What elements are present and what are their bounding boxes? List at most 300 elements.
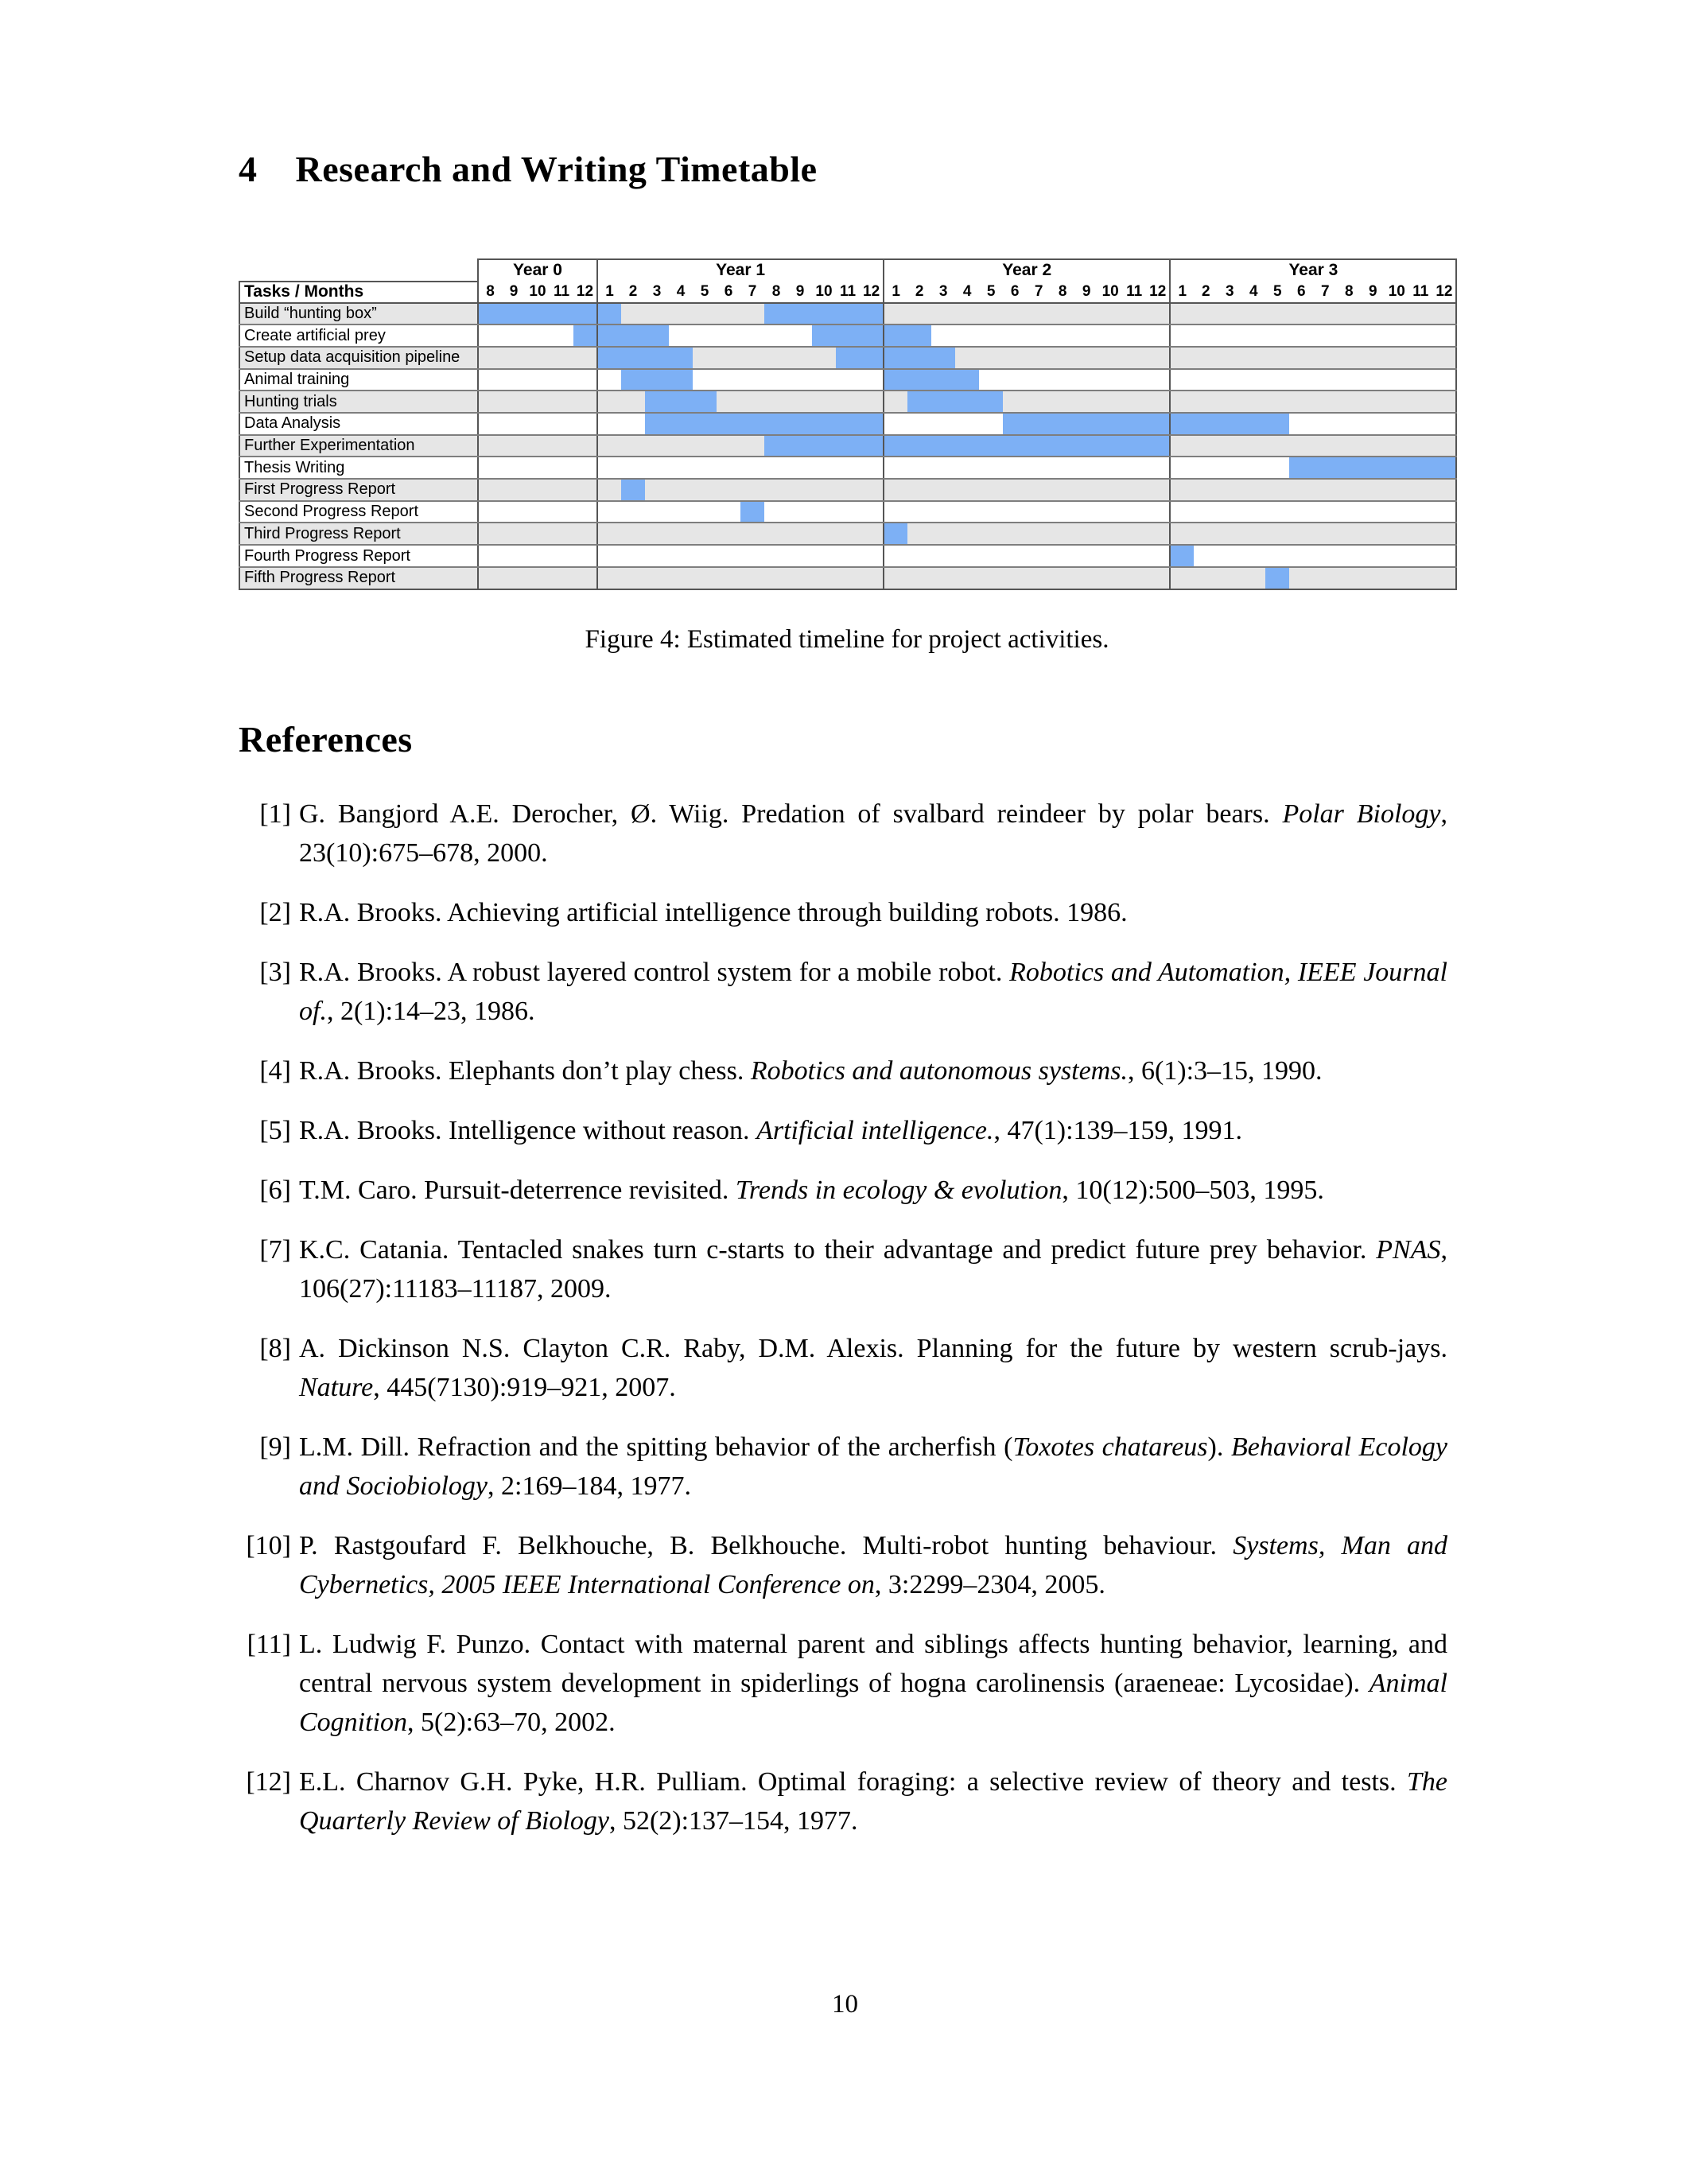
gantt-cell (621, 523, 645, 545)
gantt-cell (526, 479, 550, 501)
reference-label: [10] (246, 1531, 291, 1561)
month-header: 11 (1122, 282, 1146, 303)
reference-label: [12] (246, 1767, 291, 1797)
gantt-bar-cell (979, 435, 1003, 457)
gantt-cell (1265, 479, 1289, 501)
gantt-bar-cell (1337, 457, 1361, 479)
gantt-cell (1122, 347, 1146, 369)
gantt-cell (1218, 567, 1241, 589)
month-header: 1 (1170, 282, 1194, 303)
gantt-cell (669, 435, 693, 457)
gantt-cell (693, 523, 717, 545)
gantt-cell (1194, 523, 1218, 545)
gantt-cell (1194, 303, 1218, 325)
gantt-row (239, 413, 1456, 435)
gantt-cell (1122, 303, 1146, 325)
month-header: 9 (502, 282, 526, 303)
month-header: 4 (955, 282, 979, 303)
gantt-cell (1289, 303, 1313, 325)
gantt-cell (1098, 391, 1122, 413)
gantt-cell (502, 567, 526, 589)
gantt-cell (1146, 567, 1170, 589)
reference-text: K.C. Catania. Tentacled snakes turn c-starts to their advantage and predict future prey behavior. PNAS, 106(27):11183–11187, 2009. (299, 1235, 1447, 1304)
gantt-bar-cell (645, 347, 669, 369)
month-header: 11 (550, 282, 573, 303)
gantt-bar-cell (836, 435, 860, 457)
gantt-cell (1241, 501, 1265, 523)
gantt-cell (740, 347, 764, 369)
year-header: Year 1 (597, 259, 884, 282)
month-header: 1 (884, 282, 907, 303)
gantt-cell (1003, 523, 1027, 545)
gantt-cell (1361, 523, 1385, 545)
gantt-cell (478, 567, 502, 589)
gantt-bar-cell (1385, 457, 1408, 479)
gantt-cell (573, 391, 597, 413)
reference-label: [7] (259, 1235, 291, 1265)
gantt-cell (573, 545, 597, 567)
gantt-row (239, 567, 1456, 589)
gantt-cell (1313, 413, 1337, 435)
gantt-bar-cell (1313, 457, 1337, 479)
gantt-cell (717, 303, 740, 325)
gantt-cell (1027, 391, 1051, 413)
gantt-cell (478, 457, 502, 479)
month-header: 2 (621, 282, 645, 303)
gantt-cell (526, 567, 550, 589)
gantt-cell (1265, 324, 1289, 347)
gantt-row (239, 457, 1456, 479)
gantt-cell (550, 479, 573, 501)
gantt-bar-cell (1003, 413, 1027, 435)
gantt-cell (979, 501, 1003, 523)
gantt-cell (717, 545, 740, 567)
gantt-cell (931, 413, 955, 435)
gantt-bar-cell (884, 435, 907, 457)
gantt-cell (1361, 545, 1385, 567)
gantt-bar-cell (645, 391, 669, 413)
gantt-cell (955, 523, 979, 545)
gantt-cell (693, 457, 717, 479)
gantt-bar-cell (1265, 567, 1289, 589)
gantt-cell (573, 347, 597, 369)
gantt-cell (1003, 347, 1027, 369)
tasks-months-header: Tasks / Months (239, 282, 478, 303)
gantt-cell (1241, 523, 1265, 545)
gantt-cell (979, 545, 1003, 567)
gantt-cell (1170, 303, 1194, 325)
gantt-cell (1146, 324, 1170, 347)
gantt-cell (621, 303, 645, 325)
gantt-cell (645, 501, 669, 523)
gantt-cell (979, 303, 1003, 325)
gantt-cell (1098, 501, 1122, 523)
gantt-cell (1265, 545, 1289, 567)
gantt-cell (1146, 523, 1170, 545)
gantt-cell (1241, 545, 1265, 567)
gantt-bar-cell (812, 324, 836, 347)
task-label: Create artificial prey (239, 324, 478, 347)
gantt-bar-cell (812, 303, 836, 325)
gantt-cell (550, 369, 573, 391)
gantt-cell (788, 347, 812, 369)
gantt-cell (1074, 567, 1098, 589)
gantt-cell (1408, 501, 1432, 523)
reference-item (239, 1171, 1455, 1210)
reference-label: [2] (259, 898, 291, 928)
gantt-bar-cell (1170, 545, 1194, 567)
gantt-cell (1122, 479, 1146, 501)
gantt-cell (717, 369, 740, 391)
gantt-cell (1361, 435, 1385, 457)
gantt-cell (1218, 369, 1241, 391)
gantt-cell (717, 523, 740, 545)
gantt-cell (955, 413, 979, 435)
gantt-cell (1170, 435, 1194, 457)
gantt-cell (717, 391, 740, 413)
gantt-cell (669, 523, 693, 545)
gantt-cell (1051, 501, 1074, 523)
page-number: 10 (832, 1990, 858, 2019)
gantt-cell (979, 347, 1003, 369)
gantt-bar-cell (502, 303, 526, 325)
gantt-cell (1218, 523, 1241, 545)
references-heading: References (239, 718, 413, 760)
gantt-cell (1241, 391, 1265, 413)
gantt-cell (764, 545, 788, 567)
gantt-cell (931, 457, 955, 479)
gantt-bar-cell (788, 303, 812, 325)
gantt-cell (1051, 391, 1074, 413)
gantt-cell (550, 501, 573, 523)
gantt-cell (1122, 501, 1146, 523)
gantt-cell (764, 567, 788, 589)
gantt-cell (573, 501, 597, 523)
gantt-cell (979, 567, 1003, 589)
gantt-cell (526, 545, 550, 567)
gantt-cell (1122, 391, 1146, 413)
gantt-cell (526, 413, 550, 435)
gantt-cell (955, 567, 979, 589)
gantt-cell (1051, 479, 1074, 501)
gantt-cell (1385, 324, 1408, 347)
gantt-cell (502, 435, 526, 457)
gantt-cell (1313, 501, 1337, 523)
gantt-cell (740, 369, 764, 391)
gantt-cell (1361, 479, 1385, 501)
gantt-cell (645, 435, 669, 457)
gantt-bar-cell (1194, 413, 1218, 435)
month-header: 6 (1003, 282, 1027, 303)
reference-text: R.A. Brooks. A robust layered control system for a mobile robot. Robotics and Automation, IEEE Journal of., 2(1):14–23, 1986. (299, 958, 1447, 1027)
reference-label: [6] (259, 1176, 291, 1206)
gantt-cell (860, 391, 884, 413)
gantt-cell (1337, 523, 1361, 545)
gantt-cell (836, 523, 860, 545)
reference-text: A. Dickinson N.S. Clayton C.R. Raby, D.M. Alexis. Planning for the future by western scrub-jays. Nature, 445(7130):919–921, 2007. (299, 1334, 1447, 1403)
task-label: Build “hunting box” (239, 303, 478, 325)
gantt-cell (1265, 369, 1289, 391)
gantt-bar-cell (884, 523, 907, 545)
gantt-cell (1098, 545, 1122, 567)
gantt-cell (550, 567, 573, 589)
gantt-cell (1051, 545, 1074, 567)
gantt-bar-cell (907, 369, 931, 391)
gantt-bar-cell (764, 413, 788, 435)
gantt-bar-cell (836, 324, 860, 347)
month-header: 8 (478, 282, 502, 303)
task-label: Fourth Progress Report (239, 545, 478, 567)
gantt-bar-cell (860, 303, 884, 325)
month-header: 12 (573, 282, 597, 303)
task-label: Further Experimentation (239, 435, 478, 457)
gantt-bar-cell (1146, 435, 1170, 457)
gantt-bar-cell (764, 303, 788, 325)
gantt-cell (788, 523, 812, 545)
gantt-cell (1313, 479, 1337, 501)
gantt-cell (884, 413, 907, 435)
gantt-bar-cell (884, 324, 907, 347)
month-header: 10 (812, 282, 836, 303)
year-header: Year 2 (884, 259, 1170, 282)
gantt-cell (717, 501, 740, 523)
gantt-cell (526, 523, 550, 545)
references-list (239, 795, 1455, 1840)
reference-text: T.M. Caro. Pursuit-deterrence revisited. Trends in ecology & evolution, 10(12):500–503, 1995. (299, 1176, 1324, 1206)
gantt-cell (931, 523, 955, 545)
gantt-cell (621, 435, 645, 457)
gantt-table (239, 258, 1457, 590)
gantt-cell (478, 435, 502, 457)
task-label: Setup data acquisition pipeline (239, 347, 478, 369)
gantt-cell (550, 457, 573, 479)
gantt-cell (1051, 303, 1074, 325)
gantt-cell (1385, 479, 1408, 501)
reference-item (239, 893, 1455, 932)
gantt-cell (1289, 347, 1313, 369)
gantt-cell (1051, 324, 1074, 347)
gantt-cell (597, 369, 621, 391)
gantt-cell (1146, 501, 1170, 523)
gantt-cell (1385, 545, 1408, 567)
gantt-cell (1074, 391, 1098, 413)
reference-label: [1] (259, 799, 291, 830)
gantt-bar-cell (597, 347, 621, 369)
gantt-cell (1289, 324, 1313, 347)
gantt-cell (1313, 369, 1337, 391)
gantt-cell (884, 391, 907, 413)
gantt-cell (1265, 435, 1289, 457)
month-header: 12 (860, 282, 884, 303)
gantt-bar-cell (597, 303, 621, 325)
gantt-cell (1170, 501, 1194, 523)
gantt-bar-cell (836, 347, 860, 369)
reference-label: [9] (259, 1432, 291, 1463)
gantt-cell (597, 435, 621, 457)
gantt-bar-cell (1241, 413, 1265, 435)
month-header: 1 (597, 282, 621, 303)
gantt-cell (836, 501, 860, 523)
gantt-cell (955, 479, 979, 501)
gantt-cell (502, 347, 526, 369)
gantt-bar-cell (788, 413, 812, 435)
gantt-cell (1337, 347, 1361, 369)
gantt-bar-cell (1051, 413, 1074, 435)
reference-text: L. Ludwig F. Punzo. Contact with maternal parent and siblings affects hunting behavior, learning, and central nervous system development in spiderlings of hogna carolinensis (araeneae: Lycosidae). Animal Cognition, 5(2):63–70, 2002. (299, 1630, 1447, 1738)
gantt-cell (1218, 435, 1241, 457)
gantt-bar-cell (979, 391, 1003, 413)
gantt-cell (1385, 501, 1408, 523)
month-header: 7 (1027, 282, 1051, 303)
gantt-cell (740, 479, 764, 501)
gantt-cell (1074, 347, 1098, 369)
month-header: 2 (907, 282, 931, 303)
gantt-row (239, 435, 1456, 457)
gantt-cell (621, 413, 645, 435)
gantt-cell (597, 501, 621, 523)
gantt-bar-cell (1122, 413, 1146, 435)
gantt-cell (526, 391, 550, 413)
gantt-bar-cell (931, 435, 955, 457)
gantt-cell (740, 545, 764, 567)
year-header: Year 3 (1170, 259, 1456, 282)
gantt-cell (1432, 567, 1456, 589)
gantt-cell (1289, 479, 1313, 501)
gantt-cell (526, 324, 550, 347)
gantt-cell (836, 457, 860, 479)
gantt-cell (693, 347, 717, 369)
gantt-cell (550, 413, 573, 435)
gantt-cell (1385, 567, 1408, 589)
gantt-cell (979, 479, 1003, 501)
gantt-cell (788, 324, 812, 347)
gantt-cell (550, 324, 573, 347)
gantt-cell (1003, 324, 1027, 347)
gantt-cell (788, 369, 812, 391)
gantt-cell (573, 413, 597, 435)
gantt-cell (860, 369, 884, 391)
gantt-cell (1241, 303, 1265, 325)
reference-item (239, 1329, 1455, 1407)
gantt-cell (884, 567, 907, 589)
gantt-cell (717, 567, 740, 589)
gantt-cell (1218, 545, 1241, 567)
gantt-cell (979, 324, 1003, 347)
reference-item (239, 795, 1455, 872)
gantt-bar-cell (860, 435, 884, 457)
month-header: 8 (1051, 282, 1074, 303)
gantt-cell (478, 391, 502, 413)
gantt-cell (1265, 523, 1289, 545)
gantt-cell (955, 501, 979, 523)
gantt-bar-cell (860, 413, 884, 435)
gantt-cell (573, 523, 597, 545)
gantt-cell (931, 303, 955, 325)
gantt-cell (1432, 391, 1456, 413)
gantt-cell (1337, 303, 1361, 325)
gantt-cell (621, 391, 645, 413)
gantt-cell (1122, 567, 1146, 589)
gantt-cell (1003, 303, 1027, 325)
task-label: First Progress Report (239, 479, 478, 501)
gantt-cell (955, 303, 979, 325)
gantt-cell (1337, 435, 1361, 457)
gantt-bar-cell (478, 303, 502, 325)
gantt-cell (1098, 369, 1122, 391)
gantt-cell (550, 523, 573, 545)
gantt-cell (502, 369, 526, 391)
gantt-cell (1098, 567, 1122, 589)
gantt-bar-cell (788, 435, 812, 457)
month-header: 4 (669, 282, 693, 303)
gantt-cell (502, 324, 526, 347)
gantt-cell (645, 545, 669, 567)
gantt-cell (884, 545, 907, 567)
gantt-cell (573, 369, 597, 391)
gantt-cell (1194, 391, 1218, 413)
gantt-cell (1265, 391, 1289, 413)
gantt-cell (1027, 501, 1051, 523)
gantt-cell (860, 457, 884, 479)
gantt-cell (1122, 457, 1146, 479)
month-header: 6 (717, 282, 740, 303)
gantt-cell (1289, 501, 1313, 523)
gantt-cell (788, 479, 812, 501)
month-header: 4 (1241, 282, 1265, 303)
month-header: 5 (1265, 282, 1289, 303)
gantt-cell (955, 324, 979, 347)
gantt-cell (1170, 347, 1194, 369)
gantt-cell (764, 324, 788, 347)
month-header: 9 (1074, 282, 1098, 303)
month-header: 10 (1098, 282, 1122, 303)
reference-text: R.A. Brooks. Achieving artificial intelligence through building robots. 1986. (299, 898, 1128, 928)
gantt-cell (884, 479, 907, 501)
gantt-cell (669, 567, 693, 589)
gantt-cell (1289, 523, 1313, 545)
gantt-cell (740, 435, 764, 457)
gantt-cell (764, 457, 788, 479)
gantt-cell (1098, 324, 1122, 347)
gantt-cell (931, 324, 955, 347)
gantt-cell (1003, 369, 1027, 391)
gantt-cell (1027, 457, 1051, 479)
gantt-cell (1003, 457, 1027, 479)
section-number: 4 (239, 149, 258, 189)
gantt-cell (1432, 545, 1456, 567)
gantt-cell (884, 303, 907, 325)
gantt-cell (1074, 324, 1098, 347)
gantt-bar-cell (1122, 435, 1146, 457)
gantt-cell (812, 347, 836, 369)
gantt-cell (1432, 303, 1456, 325)
gantt-cell (764, 347, 788, 369)
gantt-cell (1051, 567, 1074, 589)
gantt-row (239, 369, 1456, 391)
gantt-bar-cell (621, 369, 645, 391)
gantt-cell (526, 347, 550, 369)
gantt-bar-cell (812, 435, 836, 457)
gantt-cell (1027, 545, 1051, 567)
gantt-row (239, 347, 1456, 369)
gantt-bar-cell (884, 369, 907, 391)
gantt-bar-cell (1408, 457, 1432, 479)
gantt-cell (621, 545, 645, 567)
gantt-bar-cell (836, 303, 860, 325)
gantt-row (239, 324, 1456, 347)
gantt-cell (1003, 545, 1027, 567)
gantt-bar-cell (740, 413, 764, 435)
